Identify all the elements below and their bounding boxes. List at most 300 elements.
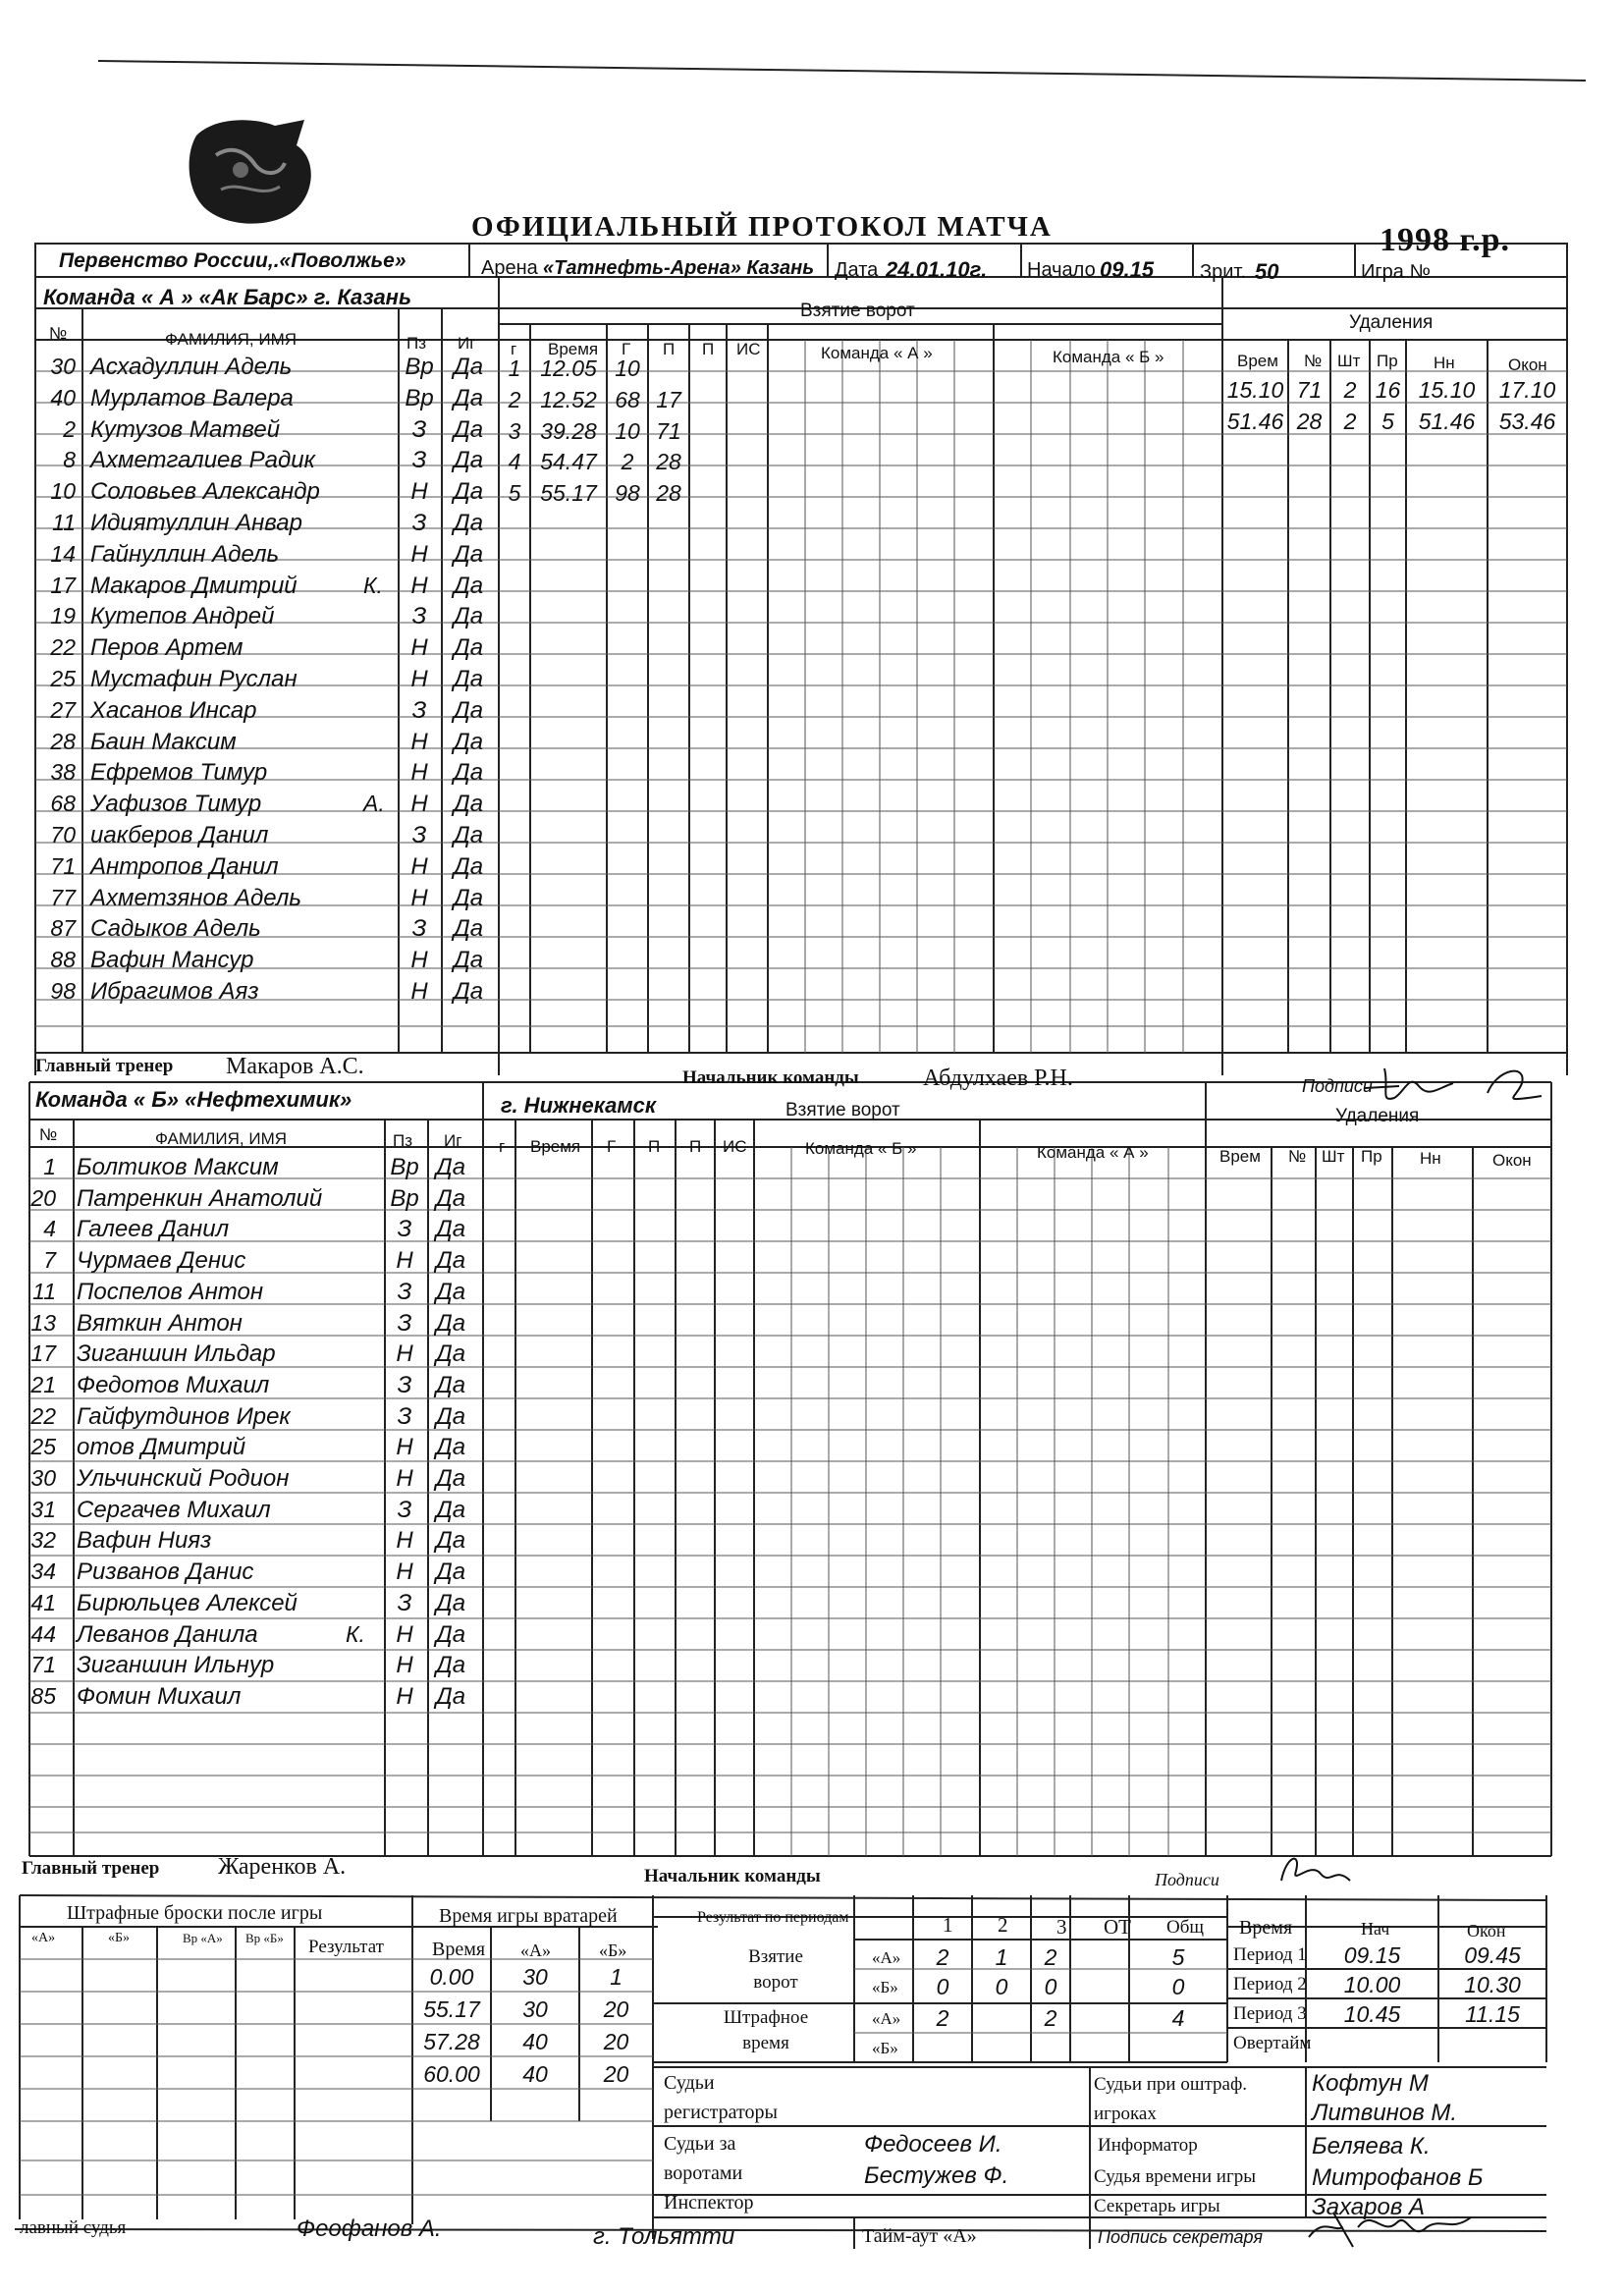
period-h3: 3 bbox=[1056, 1915, 1067, 1939]
penalty-box-1: Кофтун М bbox=[1312, 2070, 1429, 2097]
player-number: 27 bbox=[50, 696, 76, 723]
period-score-goals-b: 0 bbox=[936, 1974, 949, 1999]
player-number: 11 bbox=[32, 1278, 56, 1304]
player-played: Да bbox=[453, 540, 484, 568]
col-name: ФАМИЛИЯ, ИМЯ bbox=[165, 330, 298, 349]
col-goal-is: ИС bbox=[736, 340, 761, 358]
team-a-coach: Макаров А.С. bbox=[226, 1054, 364, 1079]
goal-period: 4 bbox=[508, 449, 521, 475]
start-value: 09.15 bbox=[1100, 257, 1155, 282]
player-position: Н bbox=[396, 1682, 413, 1710]
player-number: 85 bbox=[30, 1682, 56, 1709]
col-pz: Пз bbox=[406, 334, 427, 353]
player-position: Н bbox=[410, 884, 428, 911]
period-score-pim-a: 2 bbox=[1044, 2005, 1057, 2031]
player-number: 31 bbox=[30, 1496, 56, 1522]
informer: Беляева К. bbox=[1312, 2133, 1431, 2159]
player-name: Кутепов Андрей bbox=[90, 603, 275, 630]
player-number: 1 bbox=[43, 1154, 56, 1179]
goal-judge-2: Бестужев Ф. bbox=[864, 2162, 1009, 2189]
player-position: З bbox=[397, 1371, 412, 1398]
player-number: 25 bbox=[50, 666, 76, 691]
period-label: Период 1 bbox=[1233, 1944, 1307, 1965]
player-position: Н bbox=[410, 572, 428, 599]
col-team-b: Команда « Б » bbox=[1053, 348, 1164, 366]
player-number: 68 bbox=[50, 791, 76, 817]
b-col-pz: Пз bbox=[393, 1131, 413, 1150]
player-position: Н bbox=[396, 1434, 413, 1461]
team-a-coach-label: Главный тренер bbox=[35, 1056, 174, 1076]
player-number: 38 bbox=[50, 759, 76, 786]
goal-period: 5 bbox=[508, 480, 521, 507]
penalty-start: 15.10 bbox=[1418, 377, 1476, 403]
b-col-name: ФАМИЛИЯ, ИМЯ bbox=[155, 1129, 288, 1148]
player-position: Н bbox=[396, 1652, 413, 1679]
col-goal-period: г bbox=[511, 340, 517, 358]
player-played: Да bbox=[435, 1527, 466, 1555]
period-end: 11.15 bbox=[1465, 2001, 1520, 2027]
player-name: Антропов Данил bbox=[90, 852, 279, 880]
player-position: З bbox=[411, 696, 427, 724]
b-col-pen-end: Окон bbox=[1492, 1151, 1532, 1170]
period-end: 09.45 bbox=[1464, 1942, 1521, 1968]
period-score-pim-a: 4 bbox=[1171, 2005, 1185, 2031]
player-name: Фомин Михаил bbox=[77, 1682, 242, 1710]
player-number: 25 bbox=[30, 1434, 56, 1460]
player-played: Да bbox=[453, 822, 484, 848]
col-goal-scorer: Г bbox=[622, 340, 631, 358]
player-name: иакберов Данил bbox=[90, 822, 269, 848]
goal-period: 2 bbox=[508, 386, 521, 412]
player-number: 8 bbox=[63, 447, 76, 473]
penalty-time: 15.10 bbox=[1226, 377, 1284, 403]
team-a-title: Команда « А » «Ак Барс» г. Казань bbox=[43, 285, 412, 309]
player-position: З bbox=[411, 447, 427, 474]
goal-scorer: 2 bbox=[621, 449, 634, 475]
b-col-goal-is: ИС bbox=[723, 1137, 747, 1156]
col-goal-time: Время bbox=[548, 340, 599, 358]
player-number: 70 bbox=[50, 822, 76, 847]
player-name: Мустафин Руслан bbox=[90, 666, 298, 692]
period-label: Период 2 bbox=[1233, 1974, 1307, 1995]
player-name: Баин Максим bbox=[90, 728, 237, 755]
player-position: Н bbox=[396, 1465, 413, 1492]
player-number: 32 bbox=[30, 1527, 56, 1554]
periods-goals-label: Взятие ворот bbox=[748, 1946, 803, 1993]
goal-judge-1: Федосеев И. bbox=[864, 2131, 1002, 2158]
col-pen-reason: Пр bbox=[1377, 352, 1398, 370]
times-col-start: Нач bbox=[1361, 1919, 1390, 1939]
goalie-a-number: 40 bbox=[522, 2061, 548, 2087]
goal-assist-1: 71 bbox=[656, 417, 681, 444]
player-captain-mark: К. bbox=[363, 572, 383, 598]
b-col-goal-assist1: П bbox=[648, 1137, 661, 1156]
player-name: Поспелов Антон bbox=[77, 1278, 264, 1305]
player-played: Да bbox=[435, 1371, 466, 1398]
player-number: 30 bbox=[50, 354, 76, 379]
player-played: Да bbox=[453, 884, 484, 911]
goalie-time-col-a: «А» bbox=[520, 1941, 551, 1960]
b-col-pen-num: № bbox=[1288, 1147, 1307, 1166]
goal-scorer: 10 bbox=[615, 417, 640, 444]
player-name: Идиятуллин Анвар bbox=[90, 510, 302, 536]
player-number: 71 bbox=[30, 1652, 56, 1678]
penalty-end: 17.10 bbox=[1498, 377, 1556, 403]
player-name: Кутузов Матвей bbox=[90, 415, 281, 443]
birth-year: 1998 г.р. bbox=[1380, 222, 1511, 258]
player-played: Да bbox=[435, 1652, 466, 1679]
periods-pim-team-b: «Б» bbox=[872, 2039, 898, 2057]
player-name: Зиганшин Ильнур bbox=[77, 1652, 275, 1679]
shootout-col-goalie-b: Вр «Б» bbox=[245, 1931, 284, 1945]
player-played: Да bbox=[435, 1620, 466, 1648]
player-name: Зиганшин Ильдар bbox=[77, 1340, 276, 1368]
player-played: Да bbox=[435, 1184, 466, 1212]
player-played: Да bbox=[435, 1340, 466, 1368]
player-name: Ахметзянов Адель bbox=[90, 884, 301, 911]
player-played: Да bbox=[453, 510, 484, 536]
period-score-goals-b: 0 bbox=[995, 1974, 1008, 1999]
b-col-team-b: Команда « Б » bbox=[805, 1139, 917, 1158]
player-played: Да bbox=[453, 478, 484, 506]
goalie-time-value: 55.17 bbox=[423, 1996, 480, 2022]
goalie-time-value: 60.00 bbox=[423, 2061, 480, 2087]
team-b-coach-label: Главный тренер bbox=[22, 1858, 160, 1879]
player-position: Н bbox=[410, 759, 428, 787]
penalty-player: 71 bbox=[1296, 377, 1323, 403]
col-pen-min: Шт bbox=[1337, 352, 1361, 370]
player-position: З bbox=[411, 510, 427, 536]
player-number: 7 bbox=[43, 1247, 56, 1274]
player-name: Чурмаев Денис bbox=[77, 1247, 246, 1275]
referee: Феофанов А. bbox=[297, 2215, 442, 2242]
secretary-signature bbox=[1304, 2198, 1481, 2252]
player-played: Да bbox=[453, 415, 484, 443]
col-num: № bbox=[49, 324, 68, 343]
goal-judges-label: Судьи за воротами bbox=[664, 2133, 743, 2184]
player-name: Гайнуллин Адель bbox=[90, 540, 280, 568]
team-b-manager-label: Начальник команды bbox=[644, 1866, 821, 1886]
player-captain-mark: А. bbox=[363, 791, 385, 817]
player-name: Соловьев Александр bbox=[90, 478, 320, 506]
player-number: 30 bbox=[30, 1465, 56, 1491]
team-b-signature bbox=[1276, 1846, 1355, 1890]
player-position: Н bbox=[410, 666, 428, 692]
player-name: Ефремов Тимур bbox=[90, 759, 268, 787]
penalty-minutes: 2 bbox=[1343, 377, 1357, 403]
b-col-pen-min: Шт bbox=[1322, 1147, 1345, 1166]
player-number: 34 bbox=[30, 1558, 56, 1585]
team-b-coach: Жаренков А. bbox=[218, 1854, 347, 1880]
start-label: Начало bbox=[1027, 259, 1096, 281]
period-start: 10.45 bbox=[1343, 2001, 1401, 2027]
col-team-a: Команда « А » bbox=[821, 344, 933, 362]
player-name: Ибрагимов Аяз bbox=[90, 978, 259, 1005]
times-col-time: Время bbox=[1239, 1917, 1293, 1939]
period-htotal: Общ bbox=[1166, 1917, 1205, 1938]
b-col-ig: Иг bbox=[444, 1131, 462, 1150]
times-col-end: Окон bbox=[1467, 1921, 1506, 1941]
player-played: Да bbox=[453, 852, 484, 880]
team-a-penalties-title: Удаления bbox=[1349, 312, 1434, 333]
player-name: Федотов Михаил bbox=[77, 1371, 270, 1398]
player-name: Хасанов Инсар bbox=[90, 696, 257, 724]
col-pen-end: Окон bbox=[1508, 355, 1547, 374]
player-played: Да bbox=[435, 1434, 466, 1461]
player-played: Да bbox=[453, 978, 484, 1005]
player-position: З bbox=[397, 1216, 412, 1243]
goal-scorer: 98 bbox=[615, 480, 640, 507]
team-b-penalties-title: Удаления bbox=[1335, 1106, 1420, 1126]
col-ig: Иг bbox=[458, 334, 476, 353]
player-name: Патренкин Анатолий bbox=[77, 1184, 323, 1212]
goal-period: 1 bbox=[508, 355, 521, 381]
game-number-label: Игра № bbox=[1361, 261, 1431, 283]
player-played: Да bbox=[435, 1247, 466, 1275]
player-position: Н bbox=[410, 978, 428, 1005]
goalie-time-title: Время игры вратарей bbox=[439, 1905, 618, 1927]
goalie-a-number: 30 bbox=[522, 1964, 548, 1990]
player-number: 19 bbox=[50, 603, 76, 629]
player-played: Да bbox=[435, 1402, 466, 1430]
player-name: Вафин Нияз bbox=[77, 1527, 212, 1555]
goal-assist-1: 17 bbox=[656, 386, 681, 412]
period-score-goals-a: 1 bbox=[995, 1944, 1008, 1970]
arena-label: Арена bbox=[481, 257, 538, 279]
period-h1: 1 bbox=[943, 1913, 953, 1937]
player-position: Вр bbox=[390, 1184, 419, 1212]
player-played: Да bbox=[435, 1154, 466, 1180]
player-played: Да bbox=[453, 634, 484, 662]
team-a-signature bbox=[1360, 1059, 1546, 1108]
penalty-player: 28 bbox=[1296, 409, 1323, 434]
player-position: З bbox=[411, 822, 427, 848]
period-label: Период 3 bbox=[1233, 2003, 1307, 2024]
player-position: Н bbox=[410, 540, 428, 568]
player-position: З bbox=[397, 1589, 412, 1616]
player-number: 71 bbox=[50, 852, 76, 879]
player-name: Мурлатов Валера bbox=[90, 384, 294, 411]
shootout-title: Штрафные броски после игры bbox=[67, 1902, 323, 1924]
inspector-label: Инспектор bbox=[664, 2192, 754, 2214]
b-col-goal-scorer: Г bbox=[607, 1137, 617, 1156]
player-name: Уафизов Тимур bbox=[90, 791, 262, 818]
periods-title: Результат по периодам bbox=[697, 1909, 849, 1926]
period-score-pim-a: 2 bbox=[936, 2005, 949, 2031]
goal-time: 12.52 bbox=[540, 386, 597, 412]
player-position: Н bbox=[396, 1340, 413, 1368]
player-played: Да bbox=[435, 1216, 466, 1243]
player-position: Н bbox=[410, 791, 428, 818]
player-number: 41 bbox=[30, 1589, 56, 1615]
goal-assist-1: 28 bbox=[656, 449, 681, 475]
secretary: Захаров А bbox=[1312, 2194, 1426, 2220]
player-number: 44 bbox=[30, 1620, 56, 1647]
player-name: Сергачев Михаил bbox=[77, 1496, 271, 1523]
player-name: Леванов Данила bbox=[77, 1620, 258, 1648]
col-goal-assist1: П bbox=[663, 340, 676, 358]
goalie-time-value: 57.28 bbox=[423, 2029, 480, 2054]
player-captain-mark: К. bbox=[346, 1620, 365, 1647]
player-position: З bbox=[397, 1402, 412, 1430]
col-pen-start: Нн bbox=[1434, 354, 1455, 372]
team-a-manager-label: Начальник команды bbox=[682, 1067, 859, 1088]
player-played: Да bbox=[453, 384, 484, 411]
period-h2: 2 bbox=[998, 1913, 1008, 1937]
period-score-goals-a: 5 bbox=[1171, 1944, 1185, 1970]
timekeeper: Митрофанов Б bbox=[1312, 2164, 1484, 2191]
goalie-a-number: 40 bbox=[522, 2029, 548, 2054]
period-end: 10.30 bbox=[1464, 1972, 1521, 1997]
registrars-label: Судьи регистраторы bbox=[664, 2072, 778, 2123]
player-position: Н bbox=[396, 1558, 413, 1586]
player-position: Н bbox=[396, 1527, 413, 1555]
player-position: З bbox=[411, 415, 427, 443]
informer-label: Информатор bbox=[1098, 2135, 1198, 2156]
player-name: Бирюльцев Алексей bbox=[77, 1589, 298, 1616]
player-played: Да bbox=[435, 1589, 466, 1616]
player-position: З bbox=[411, 603, 427, 630]
col-goal-assist2: П bbox=[702, 340, 715, 358]
player-number: 13 bbox=[30, 1309, 56, 1336]
shootout-col-b: «Б» bbox=[108, 1931, 131, 1945]
player-name: Асхадуллин Адель bbox=[90, 354, 293, 380]
player-number: 20 bbox=[30, 1184, 56, 1211]
player-number: 87 bbox=[50, 915, 76, 942]
goal-time: 12.05 bbox=[540, 355, 597, 381]
penalty-start: 51.46 bbox=[1418, 409, 1476, 434]
player-number: 14 bbox=[50, 540, 76, 567]
player-name: Гайфутдинов Ирек bbox=[77, 1402, 291, 1430]
arena-value: «Татнефть-Арена» Казань bbox=[543, 257, 815, 279]
period-score-goals-a: 2 bbox=[936, 1944, 949, 1970]
penalty-end: 53.46 bbox=[1498, 409, 1556, 434]
player-played: Да bbox=[453, 791, 484, 818]
shootout-col-a: «А» bbox=[31, 1931, 56, 1945]
goalie-b-number: 1 bbox=[610, 1964, 623, 1990]
periods-pim-team-a: «А» bbox=[872, 2009, 901, 2028]
player-number: 77 bbox=[50, 884, 76, 910]
period-score-goals-b: 0 bbox=[1044, 1974, 1057, 1999]
secretary-label: Секретарь игры bbox=[1094, 2196, 1220, 2216]
goalie-time-value: 0.00 bbox=[429, 1964, 474, 1990]
referee-label: лавный судья bbox=[20, 2217, 127, 2238]
goal-assist-1: 28 bbox=[656, 480, 681, 507]
b-col-team-a: Команда « А » bbox=[1037, 1143, 1149, 1162]
penalty-box-label: Судьи при оштраф. игроках bbox=[1094, 2074, 1247, 2124]
goal-time: 39.28 bbox=[540, 417, 597, 444]
goalie-b-number: 20 bbox=[603, 2061, 629, 2087]
player-name: Вяткин Антон bbox=[77, 1309, 243, 1337]
page-title: ОФИЦИАЛЬНЫЙ ПРОТОКОЛ МАТЧА bbox=[471, 211, 1053, 243]
player-played: Да bbox=[435, 1496, 466, 1523]
team-logo-stamp bbox=[187, 116, 324, 229]
goalie-a-number: 30 bbox=[522, 1996, 548, 2022]
player-played: Да bbox=[435, 1465, 466, 1492]
team-a-goals-title: Взятие ворот bbox=[800, 301, 915, 321]
periods-goals-team-a: «А» bbox=[872, 1948, 901, 1967]
periods-goals-team-b: «Б» bbox=[872, 1978, 898, 1996]
b-col-goal-time: Время bbox=[530, 1137, 581, 1156]
penalty-reason: 16 bbox=[1375, 377, 1401, 403]
date-label: Дата bbox=[835, 259, 879, 281]
player-position: Вр bbox=[405, 354, 434, 380]
goal-scorer: 10 bbox=[615, 355, 640, 381]
player-played: Да bbox=[435, 1682, 466, 1710]
goal-time: 55.17 bbox=[540, 480, 597, 507]
goalie-time-col-b: «Б» bbox=[599, 1941, 627, 1960]
team-a-sign-label: Подписи bbox=[1302, 1076, 1373, 1096]
player-number: 10 bbox=[50, 478, 76, 505]
shootout-col-goalie-a: Вр «А» bbox=[183, 1931, 223, 1945]
player-played: Да bbox=[453, 759, 484, 787]
date-value: 24.01.10г. bbox=[886, 257, 988, 282]
player-number: 22 bbox=[50, 634, 76, 661]
player-number: 2 bbox=[63, 415, 76, 442]
player-name: Болтиков Максим bbox=[77, 1154, 279, 1180]
player-position: Вр bbox=[390, 1154, 419, 1180]
player-number: 88 bbox=[50, 947, 76, 973]
player-name: Ульчинский Родион bbox=[77, 1465, 290, 1492]
player-position: З bbox=[397, 1278, 412, 1305]
penalty-minutes: 2 bbox=[1343, 409, 1357, 434]
player-played: Да bbox=[453, 603, 484, 630]
player-name: Макаров Дмитрий bbox=[90, 572, 298, 599]
goalie-b-number: 20 bbox=[603, 1996, 629, 2022]
player-played: Да bbox=[435, 1278, 466, 1305]
player-number: 21 bbox=[30, 1371, 56, 1397]
player-position: Н bbox=[410, 478, 428, 506]
timekeeper-label: Судья времени игры bbox=[1094, 2166, 1256, 2187]
player-position: Н bbox=[410, 947, 428, 974]
team-b-sign-label: Подписи bbox=[1155, 1870, 1219, 1889]
player-played: Да bbox=[435, 1309, 466, 1337]
timeout-a-label: Тайм-аут «А» bbox=[862, 2225, 977, 2247]
period-label: Овертайм bbox=[1233, 2033, 1312, 2053]
team-b-goals-title: Взятие ворот bbox=[785, 1100, 900, 1121]
periods-pim-label: Штрафное время bbox=[723, 2007, 809, 2053]
secretary-sign-label: Подпись секретаря bbox=[1098, 2227, 1263, 2247]
player-played: Да bbox=[453, 447, 484, 474]
player-position: Н bbox=[410, 852, 428, 880]
team-b-title: Команда « Б» «Нефтехимик» bbox=[35, 1087, 352, 1112]
spectators-label: Зрит. bbox=[1200, 261, 1246, 283]
player-number: 4 bbox=[43, 1216, 56, 1242]
player-position: Н bbox=[396, 1247, 413, 1275]
player-name: Перов Артем bbox=[90, 634, 244, 662]
goalie-b-number: 20 bbox=[603, 2029, 629, 2054]
col-pen-num: № bbox=[1304, 352, 1323, 370]
player-number: 28 bbox=[50, 728, 76, 754]
player-position: Н bbox=[396, 1620, 413, 1648]
spectators-value: 50 bbox=[1255, 259, 1279, 284]
b-col-num: № bbox=[39, 1125, 58, 1144]
tournament-name: Первенство России,.«Поволжье» bbox=[59, 249, 406, 272]
player-name: Ризванов Данис bbox=[77, 1558, 254, 1586]
player-position: Вр bbox=[405, 384, 434, 411]
period-start: 09.15 bbox=[1343, 1942, 1401, 1968]
player-played: Да bbox=[453, 354, 484, 380]
player-number: 17 bbox=[30, 1340, 56, 1367]
player-position: Н bbox=[410, 728, 428, 755]
b-col-pen-reason: Пр bbox=[1361, 1147, 1382, 1166]
period-score-goals-a: 2 bbox=[1044, 1944, 1057, 1970]
player-number: 40 bbox=[50, 384, 76, 410]
player-position: З bbox=[397, 1496, 412, 1523]
player-name: Ахметгалиев Радик bbox=[90, 447, 315, 474]
goalie-time-col-time: Время bbox=[432, 1939, 486, 1960]
penalty-time: 51.46 bbox=[1226, 409, 1284, 434]
